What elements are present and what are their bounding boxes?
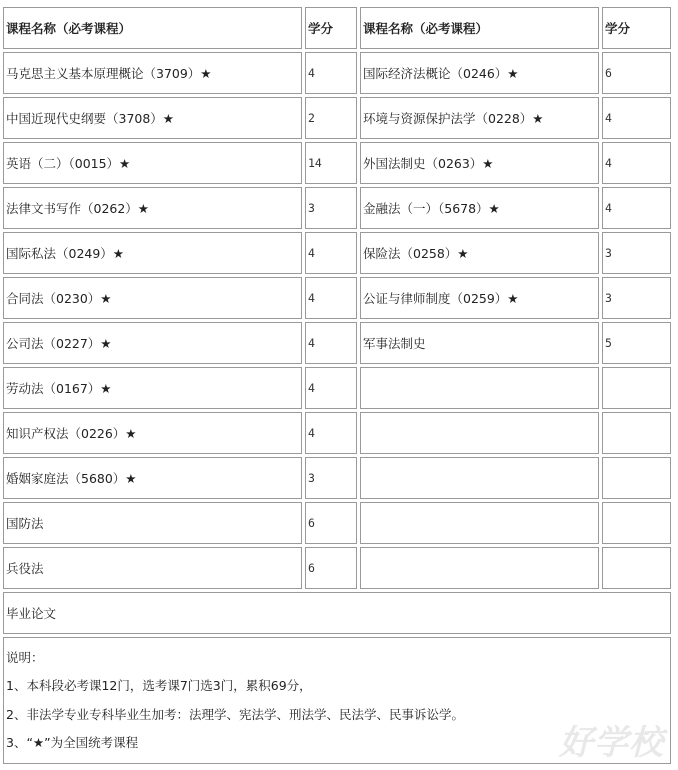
- table-row: [3, 52, 671, 94]
- table-row: [3, 142, 671, 184]
- right-course-name: [360, 412, 599, 454]
- left-course-credit: 4: [305, 277, 357, 319]
- right-course-name: 公证与律师制度（0259）★: [360, 277, 599, 319]
- table-row: [3, 457, 671, 499]
- right-course-name: 外国法制史（0263）★: [360, 142, 599, 184]
- right-course-credit: [602, 457, 671, 499]
- left-course-credit: 2: [305, 97, 357, 139]
- right-course-credit: 3: [602, 277, 671, 319]
- table-row: [3, 412, 671, 454]
- right-course-credit: 5: [602, 322, 671, 364]
- left-course-name: 知识产权法（0226）★: [3, 412, 302, 454]
- left-course-credit: 6: [305, 502, 357, 544]
- table-row: [3, 187, 671, 229]
- left-course-name: 合同法（0230）★: [3, 277, 302, 319]
- table-row: [3, 367, 671, 409]
- right-course-name: 军事法制史: [360, 322, 599, 364]
- left-course-name: 中国近现代史纲要（3708）★: [3, 97, 302, 139]
- left-course-credit: 4: [305, 232, 357, 274]
- left-credit-header: 学分: [305, 7, 357, 49]
- table-row: [3, 97, 671, 139]
- note-item: 2、非法学专业专科毕业生加考：法理学、宪法学、刑法学、民法学、民事诉讼学。: [6, 706, 464, 722]
- left-course-credit: 4: [305, 367, 357, 409]
- table-row: [3, 232, 671, 274]
- left-course-credit: 3: [305, 457, 357, 499]
- left-course-name: 劳动法（0167）★: [3, 367, 302, 409]
- left-course-credit: 14: [305, 142, 357, 184]
- site-watermark: 好学校: [559, 723, 664, 763]
- table-row: [3, 502, 671, 544]
- table-row: [3, 322, 671, 364]
- right-course-credit: [602, 502, 671, 544]
- right-credit-header: 学分: [602, 7, 671, 49]
- right-course-name: [360, 457, 599, 499]
- right-course-name: [360, 502, 599, 544]
- right-course-name: [360, 547, 599, 589]
- right-course-name: 国际经济法概论（0246）★: [360, 52, 599, 94]
- right-course-name: 保险法（0258）★: [360, 232, 599, 274]
- left-course-name: 国防法: [3, 502, 302, 544]
- right-course-credit: [602, 367, 671, 409]
- notes-heading: 说明：: [6, 649, 44, 665]
- right-course-name: 环境与资源保护法学（0228）★: [360, 97, 599, 139]
- left-course-header: 课程名称（必考课程）: [3, 7, 302, 49]
- header-row: [3, 7, 671, 49]
- left-course-credit: 6: [305, 547, 357, 589]
- course-table: [0, 4, 674, 767]
- right-course-credit: 6: [602, 52, 671, 94]
- left-course-name: 法律文书写作（0262）★: [3, 187, 302, 229]
- left-course-name: 英语（二）（0015）★: [3, 142, 302, 184]
- right-course-header: 课程名称（必考课程）: [360, 7, 599, 49]
- right-course-credit: [602, 547, 671, 589]
- left-course-credit: 4: [305, 52, 357, 94]
- thesis-cell: 毕业论文: [3, 592, 671, 634]
- table-row: [3, 277, 671, 319]
- right-course-credit: 4: [602, 142, 671, 184]
- left-course-name: 国际私法（0249）★: [3, 232, 302, 274]
- left-course-name: 兵役法: [3, 547, 302, 589]
- table-row: [3, 547, 671, 589]
- left-course-name: 婚姻家庭法（5680）★: [3, 457, 302, 499]
- right-course-name: 金融法（一）（5678）★: [360, 187, 599, 229]
- left-course-name: 马克思主义基本原理概论（3709）★: [3, 52, 302, 94]
- left-course-name: 公司法（0227）★: [3, 322, 302, 364]
- right-course-credit: 3: [602, 232, 671, 274]
- left-course-credit: 4: [305, 322, 357, 364]
- right-course-credit: 4: [602, 187, 671, 229]
- note-item: 1、本科段必考课12门，选考课7门选3门，累积69分，: [6, 678, 312, 693]
- note-item: 3、“★”为全国统考课程: [6, 735, 139, 750]
- thesis-row: [3, 592, 671, 634]
- left-course-credit: 3: [305, 187, 357, 229]
- right-course-credit: [602, 412, 671, 454]
- right-course-credit: 4: [602, 97, 671, 139]
- right-course-name: [360, 367, 599, 409]
- left-course-credit: 4: [305, 412, 357, 454]
